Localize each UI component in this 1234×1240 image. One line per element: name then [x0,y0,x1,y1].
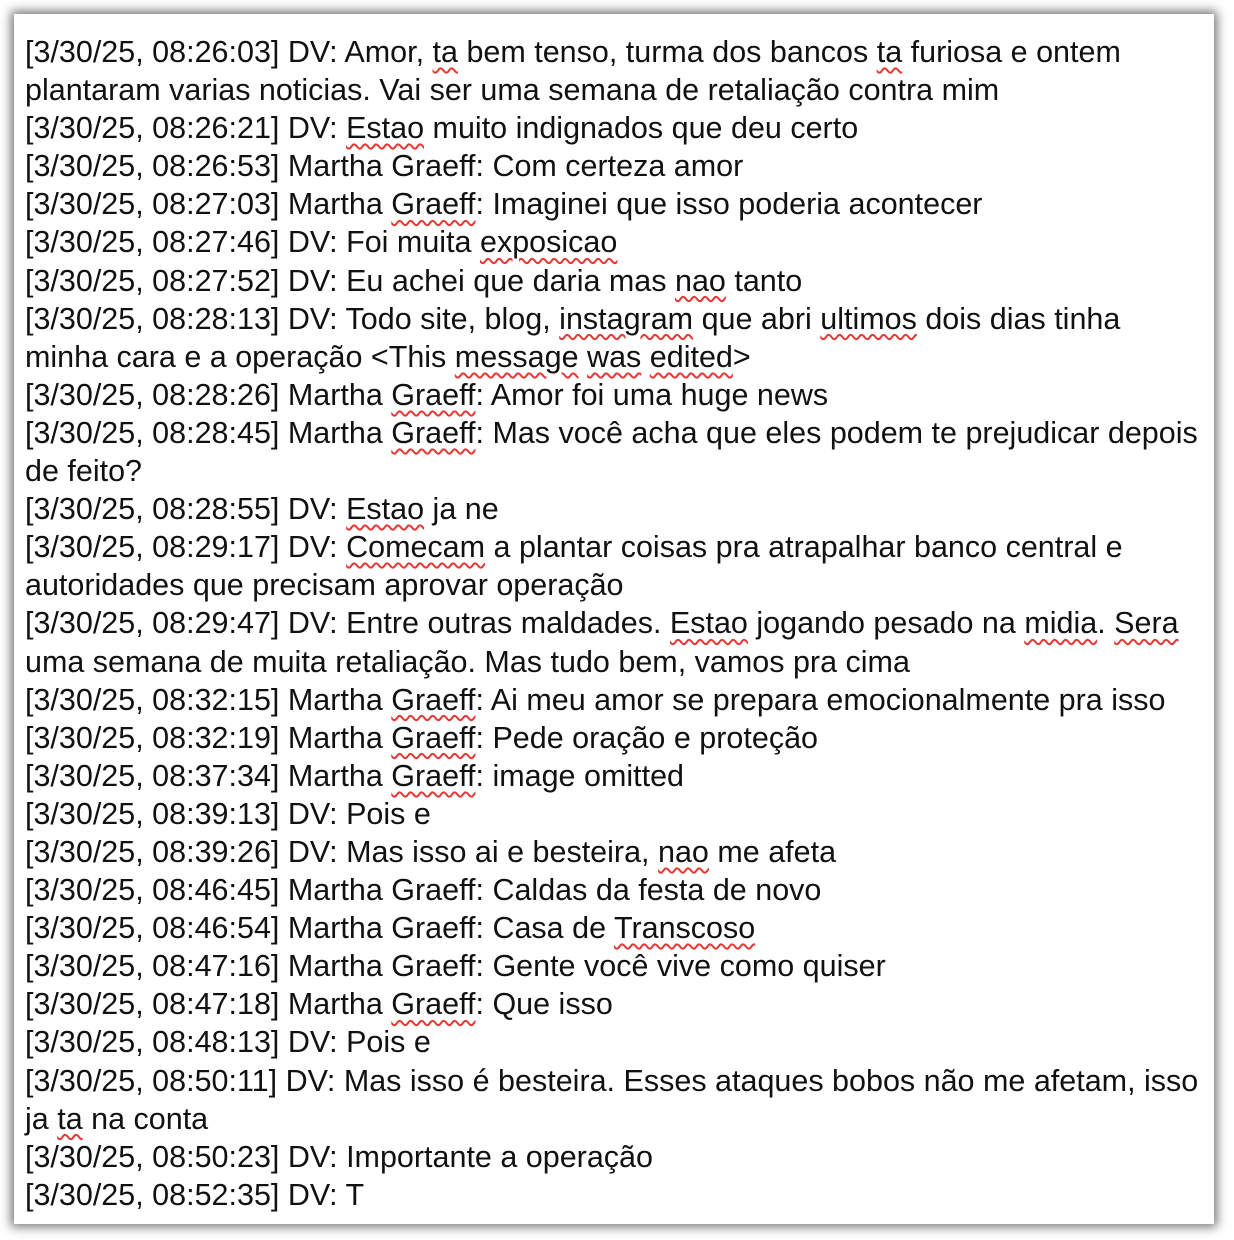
chat-message: [3/30/25, 08:29:17] DV: Comecam a plantar coisas pra atrapalhar banco central e autoridades que precisam aprovar operação [25,530,1123,603]
chat-message: [3/30/25, 08:50:23] DV: Importante a operação [25,1139,653,1174]
message-timestamp: [3/30/25, 08:50:11] [25,1063,278,1098]
message-sender: DV [287,111,330,146]
chat-message: [3/30/25, 08:28:55] DV: Estao ja ne [25,492,499,527]
message-sender: DV [287,606,330,641]
chat-message: [3/30/25, 08:39:26] DV: Mas isso ai e besteira, nao me afeta [25,834,837,869]
message-sender: Martha Graeff [287,873,476,908]
chat-message: [3/30/25, 08:47:18] Martha Graeff: Que isso [25,987,613,1022]
message-sender: DV [287,834,330,869]
chat-message: [3/30/25, 08:50:11] DV: Mas isso é besteira. Esses ataques bobos não me afetam, isso ja ta na conta [25,1063,1199,1136]
message-sender: Martha Graeff [287,987,476,1022]
message-text: Mas você acha que eles podem te prejudicar depois de feito? [25,415,1198,489]
message-text: Imaginei que isso poderia acontecer [492,187,983,222]
message-text: Todo site, blog, instagram que abri ultimos dois dias tinha minha cara e a operação <This message was edited> [25,301,1121,374]
message-timestamp: [3/30/25, 08:29:47] [25,606,280,641]
message-sender: Martha Graeff [287,758,476,793]
message-timestamp: [3/30/25, 08:28:13] [25,301,280,336]
message-timestamp: [3/30/25, 08:50:23] [25,1139,280,1174]
message-timestamp: [3/30/25, 08:37:34] [25,758,280,793]
message-timestamp: [3/30/25, 08:28:26] [25,377,280,412]
misspelled-word: Sera [1114,606,1179,641]
message-timestamp: [3/30/25, 08:27:03] [25,187,280,222]
message-sender: Martha Graeff [287,187,476,222]
misspelled-word: nao [675,263,726,298]
misspelled-word: message [454,339,579,374]
chat-message: [3/30/25, 08:37:34] Martha Graeff: image omitted [25,758,685,793]
message-sender: DV [287,1139,330,1174]
message-text: Amor, ta bem tenso, turma dos bancos ta furiosa e ontem plantaram varias noticias. Vai ser uma semana de retaliação contra mim [25,35,1121,108]
message-timestamp: [3/30/25, 08:32:19] [25,720,280,755]
message-text: Entre outras maldades. Estao jogando pesado na midia. Sera uma semana de muita retaliação. Mas tudo bem, vamos pra cima [25,606,1179,679]
misspelled-word: midia [1024,606,1098,641]
message-sender: Martha Graeff [287,149,476,184]
message-timestamp: [3/30/25, 08:26:21] [25,111,280,146]
message-text: Amor foi uma huge news [490,377,829,412]
message-sender: DV [285,1063,327,1098]
message-timestamp: [3/30/25, 08:28:45] [25,415,280,450]
chat-message: [3/30/25, 08:27:46] DV: Foi muita exposicao [25,225,618,260]
chat-message: [3/30/25, 08:28:26] Martha Graeff: Amor foi uma huge news [25,377,829,412]
message-sender: DV [287,1177,330,1212]
message-timestamp: [3/30/25, 08:52:35] [25,1177,280,1212]
message-timestamp: [3/30/25, 08:27:46] [25,225,280,260]
message-sender: DV [287,492,330,527]
message-timestamp: [3/30/25, 08:26:53] [25,149,280,184]
message-text: Eu achei que daria mas nao tanto [346,263,803,298]
misspelled-word: instagram [559,301,694,336]
message-sender: Martha Graeff [287,911,476,946]
chat-transcript [25,33,1205,1214]
message-text: Casa de Transcoso [492,911,756,946]
message-text: Pois e [346,796,431,831]
message-sender: Martha Graeff [287,682,476,717]
message-timestamp: [3/30/25, 08:47:16] [25,949,280,984]
misspelled-word: Estao [346,111,425,146]
chat-message: [3/30/25, 08:26:53] Martha Graeff: Com certeza amor [25,149,744,184]
message-sender: DV [287,263,330,298]
chat-message: [3/30/25, 08:26:21] DV: Estao muito indignados que deu certo [25,111,859,146]
chat-message: [3/30/25, 08:27:03] Martha Graeff: Imaginei que isso poderia acontecer [25,187,983,222]
message-timestamp: [3/30/25, 08:39:13] [25,796,280,831]
message-timestamp: [3/30/25, 08:27:52] [25,263,280,298]
message-text: image omitted [492,758,685,793]
chat-message: [3/30/25, 08:46:54] Martha Graeff: Casa de Transcoso [25,911,756,946]
misspelled-word: was [587,339,642,374]
chat-message: [3/30/25, 08:46:45] Martha Graeff: Caldas da festa de novo [25,873,822,908]
page-cutoff [14,1216,1214,1224]
misspelled-word: Estao [346,492,425,527]
message-text: Caldas da festa de novo [492,873,822,908]
message-timestamp: [3/30/25, 08:46:45] [25,873,280,908]
message-timestamp: [3/30/25, 08:39:26] [25,834,280,869]
message-timestamp: [3/30/25, 08:47:18] [25,987,280,1022]
message-sender: Martha Graeff [287,720,476,755]
chat-message: [3/30/25, 08:32:15] Martha Graeff: Ai meu amor se prepara emocionalmente pra isso [25,682,1166,717]
chat-message: [3/30/25, 08:47:16] Martha Graeff: Gente você vive como quiser [25,949,886,984]
chat-message: [3/30/25, 08:28:45] Martha Graeff: Mas você acha que eles podem te prejudicar depois de feito? [25,415,1198,489]
message-sender: DV [287,530,330,565]
message-sender: DV [287,301,330,336]
chat-message: [3/30/25, 08:39:13] DV: Pois e [25,796,431,831]
message-timestamp: [3/30/25, 08:32:15] [25,682,280,717]
chat-message: [3/30/25, 08:48:13] DV: Pois e [25,1025,431,1060]
message-text: Que isso [492,987,613,1022]
message-sender: Martha Graeff [287,949,476,984]
chat-message: [3/30/25, 08:26:03] DV: Amor, ta bem tenso, turma dos bancos ta furiosa e ontem plantaram varias noticias. Vai ser uma semana de retaliação contra mim [25,35,1121,108]
message-timestamp: [3/30/25, 08:46:54] [25,911,280,946]
misspelled-word: ta [57,1101,83,1136]
message-sender: Martha Graeff [287,377,476,412]
message-text: Estao ja ne [346,492,499,527]
chat-message: [3/30/25, 08:29:47] DV: Entre outras maldades. Estao jogando pesado na midia. Sera uma semana de muita retaliação. Mas tudo bem, vamos pra cima [25,606,1179,679]
message-sender: DV [287,796,330,831]
message-text: Importante a operação [346,1139,653,1174]
message-text: Mas isso é besteira. Esses ataques bobos não me afetam, isso ja ta na conta [25,1063,1199,1136]
document-page [14,14,1214,1224]
message-sender: DV [287,35,330,69]
misspelled-word: ta [432,35,458,69]
chat-message: [3/30/25, 08:52:35] DV: T [25,1177,365,1212]
misspelled-word: Estao [669,606,748,641]
message-timestamp: [3/30/25, 08:26:03] [25,35,280,69]
message-text: Com certeza amor [492,149,744,184]
message-text: Estao muito indignados que deu certo [346,111,859,146]
misspelled-word: exposicao [479,225,618,260]
chat-message: [3/30/25, 08:28:13] DV: Todo site, blog, instagram que abri ultimos dois dias tinha minha cara e a operação <This message was edited> [25,301,1121,374]
misspelled-word: ultimos [820,301,917,336]
misspelled-word: Comecam [346,530,486,565]
chat-message: [3/30/25, 08:32:19] Martha Graeff: Pede oração e proteção [25,720,819,755]
message-text: Pede oração e proteção [492,720,819,755]
misspelled-word: edited [649,339,733,374]
message-text: Mas isso ai e besteira, nao me afeta [346,834,837,869]
message-text: Gente você vive como quiser [492,949,886,984]
message-sender: Martha Graeff [287,415,476,450]
message-timestamp: [3/30/25, 08:29:17] [25,530,280,565]
chat-message: [3/30/25, 08:27:52] DV: Eu achei que daria mas nao tanto [25,263,803,298]
message-text: Pois e [346,1025,431,1060]
message-text: Comecam a plantar coisas pra atrapalhar banco central e autoridades que precisam aprovar operação [25,530,1123,603]
message-sender: DV [287,1025,330,1060]
message-timestamp: [3/30/25, 08:48:13] [25,1025,280,1060]
message-text: T [345,1177,365,1212]
misspelled-word: nao [658,834,709,869]
message-text: Ai meu amor se prepara emocionalmente pra isso [490,682,1166,717]
message-sender: DV [287,225,330,260]
misspelled-word: Transcoso [613,911,756,946]
message-timestamp: [3/30/25, 08:28:55] [25,492,280,527]
misspelled-word: ta [876,35,903,69]
message-text: Foi muita exposicao [346,225,618,260]
